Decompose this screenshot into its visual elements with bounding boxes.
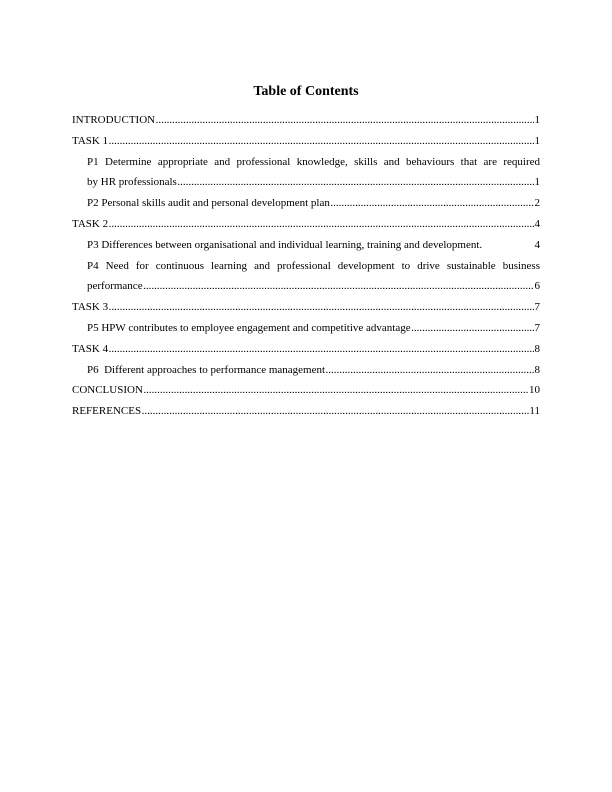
- toc-leader-dots: [109, 135, 534, 148]
- toc-entry-label: P5 HPW contributes to employee engagement and competitive advantage: [87, 321, 411, 334]
- toc-entry-task-4[interactable]: [72, 343, 540, 364]
- toc-entry-label: TASK 3: [72, 301, 109, 314]
- toc-entry-label: CONCLUSION: [72, 384, 143, 397]
- toc-page-number: 7: [534, 301, 540, 314]
- toc-entry-label: P6 Different approaches to performance management: [87, 363, 326, 376]
- toc-entry-task-1[interactable]: [72, 135, 540, 156]
- toc-title: Table of Contents: [253, 84, 359, 99]
- toc-entry-p6[interactable]: [72, 364, 540, 385]
- toc-entry-p1-line2[interactable]: [72, 176, 540, 197]
- toc-page-number: 2: [534, 197, 540, 210]
- toc-page-number: 4: [534, 217, 540, 230]
- toc-page-number: 1: [534, 134, 540, 147]
- toc-leader-dots: [177, 176, 534, 189]
- toc-entry-p4-line2[interactable]: [72, 280, 540, 301]
- toc-entry-p4-line1[interactable]: [72, 260, 540, 281]
- toc-entry-p3[interactable]: [72, 239, 540, 260]
- toc-leader-dots: [143, 384, 528, 397]
- toc-leader-dots: [142, 405, 529, 418]
- toc-page-number: 1: [534, 114, 540, 126]
- toc-entry-references[interactable]: [72, 405, 540, 426]
- toc-entry-label: TASK 2: [72, 217, 109, 230]
- toc-page-number: 4: [534, 238, 540, 251]
- toc-entry-label: P3 Differences between organisational and individual learning, training and development.: [87, 238, 483, 251]
- toc-leader-dots: [330, 197, 534, 210]
- toc-entry-label: P2 Personal skills audit and personal development plan: [87, 197, 330, 210]
- toc-page-number: 11: [529, 405, 540, 418]
- toc-leader-dots: [109, 301, 534, 314]
- toc-entry-p2[interactable]: [72, 197, 540, 218]
- toc-entry-label: INTRODUCTION: [72, 114, 156, 126]
- toc-entry-label: TASK 1: [72, 134, 109, 147]
- toc-entry-p5[interactable]: [72, 322, 540, 343]
- toc-page-number: 6: [534, 280, 540, 293]
- toc-entry-label: TASK 4: [72, 342, 109, 355]
- toc-leader-dots: [326, 364, 534, 377]
- toc-entry-label: P1 Determine appropriate and professional knowledge, skills and behaviours that are required: [87, 155, 540, 168]
- toc-leader-dots: [411, 322, 534, 335]
- toc-entry-label: P4 Need for continuous learning and professional development to drive sustainable business: [87, 259, 540, 272]
- toc-page-number: 7: [534, 321, 540, 334]
- toc-page-number: 10: [529, 384, 540, 397]
- toc-leader-dots: [156, 114, 534, 127]
- toc-entry-task-3[interactable]: [72, 301, 540, 322]
- toc-entry-label: performance: [87, 280, 143, 293]
- toc-page-number: 8: [534, 342, 540, 355]
- toc-entry-label: by HR professionals: [87, 176, 177, 189]
- toc-entry-introduction[interactable]: [72, 114, 540, 135]
- toc-entry-conclusion[interactable]: [72, 384, 540, 405]
- toc-entry-task-2[interactable]: [72, 218, 540, 239]
- toc-leader-dots: [109, 343, 534, 356]
- toc-leader-dots: [109, 218, 534, 231]
- toc-entry-p1-line1[interactable]: [72, 156, 540, 177]
- toc-page-number: 8: [534, 363, 540, 376]
- toc-entry-label: REFERENCES: [72, 405, 142, 418]
- table-of-contents: [72, 114, 540, 426]
- toc-page-number: 1: [534, 176, 540, 189]
- toc-leader-dots: [143, 280, 534, 293]
